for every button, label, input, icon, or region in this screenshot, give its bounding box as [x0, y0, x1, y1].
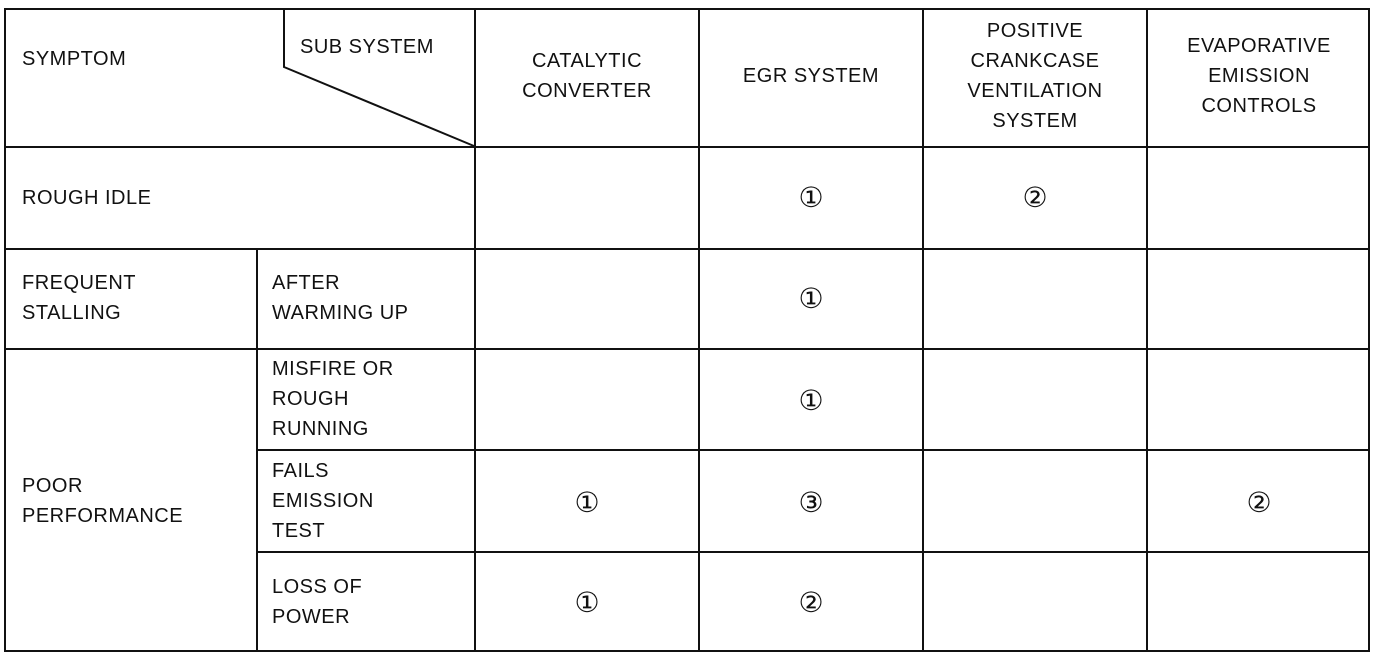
symptom-poor-performance: POOR PERFORMANCE — [22, 475, 184, 527]
priority-mark: ① — [798, 384, 824, 417]
sub-fails-emission-test: FAILS EMISSION TEST — [272, 460, 374, 542]
header-pcv-system: POSITIVE CRANKCASE VENTILATION SYSTEM — [967, 20, 1103, 132]
priority-mark: ② — [1022, 181, 1048, 214]
symptom-frequent-stalling: FREQUENT STALLING — [22, 272, 136, 324]
priority-mark: ② — [798, 586, 824, 619]
sub-loss-of-power: LOSS OF POWER — [272, 576, 363, 628]
symptom-rough-idle: ROUGH IDLE — [22, 187, 152, 209]
priority-mark: ① — [574, 586, 600, 619]
header-sub-system: SUB SYSTEM — [300, 36, 434, 58]
priority-mark: ① — [574, 486, 600, 519]
header-catalytic-converter: CATALYTIC CONVERTER — [522, 50, 652, 102]
sub-after-warming-up: AFTER WARMING UP — [272, 272, 409, 324]
priority-mark: ① — [798, 282, 824, 315]
priority-mark: ③ — [798, 486, 824, 519]
priority-mark: ① — [798, 181, 824, 214]
sub-misfire-rough-running: MISFIRE OR ROUGH RUNNING — [272, 358, 394, 440]
header-symptom: SYMPTOM — [22, 48, 127, 70]
header-egr-system: EGR SYSTEM — [742, 65, 880, 87]
header-evaporative-emission-controls: EVAPORATIVE EMISSION CONTROLS — [1187, 35, 1331, 117]
priority-mark: ② — [1246, 486, 1272, 519]
